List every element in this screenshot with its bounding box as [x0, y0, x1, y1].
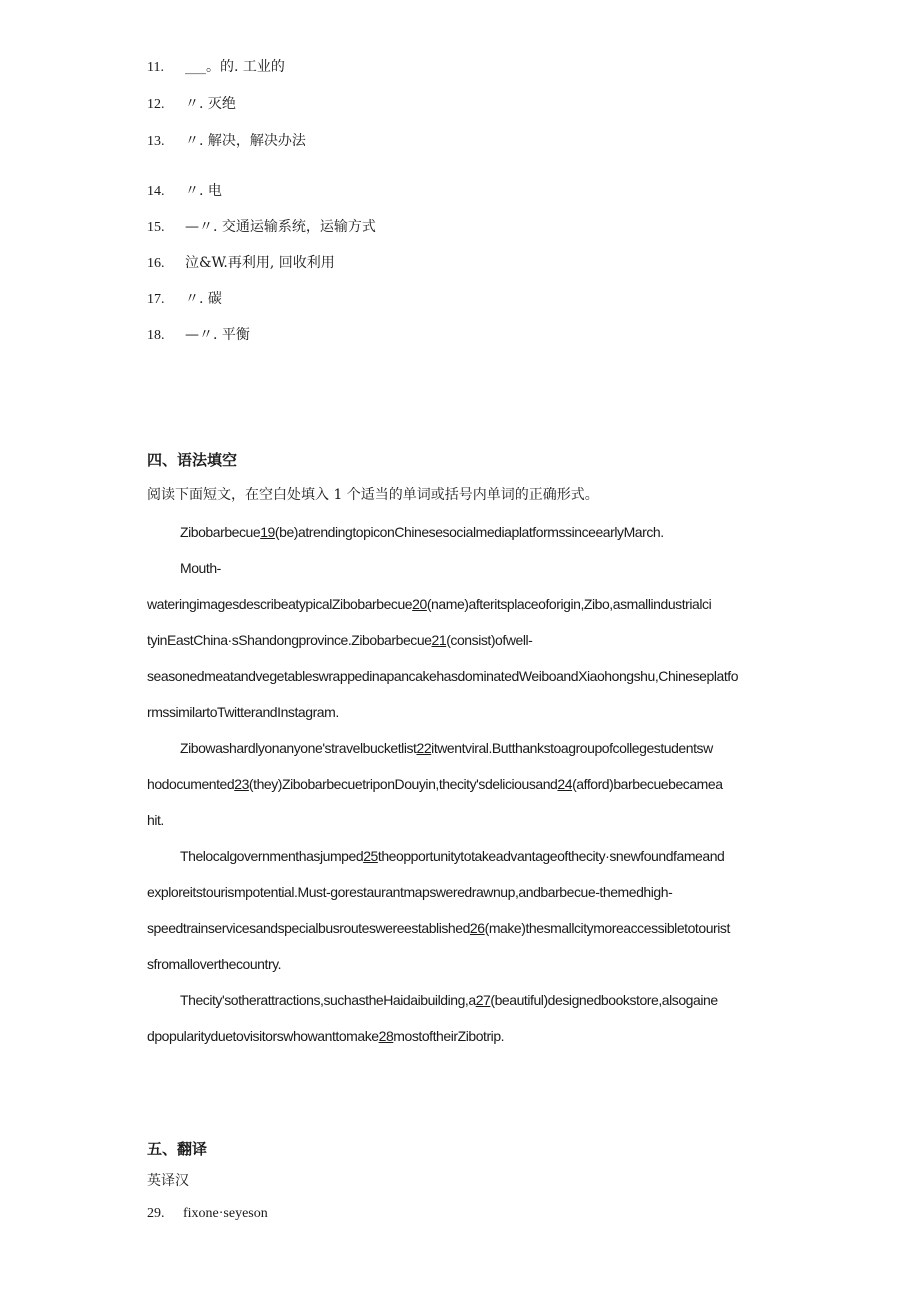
passage-line: Thelocalgovernmenthasjumped25theopportunitytotakeadvantageofthecity·snewfoundfameand	[180, 848, 725, 864]
vocab-number: 17.	[147, 292, 165, 307]
passage-line: sfromalloverthecountry.	[147, 956, 282, 972]
vocab-item-13	[147, 130, 306, 150]
vocab-item-14	[147, 180, 222, 200]
vocab-definition: —〃. 交通运输系统，运输方式	[185, 219, 376, 235]
vocab-number: 14.	[147, 184, 165, 199]
passage-line: Zibowashardlyonanyone'stravelbucketlist22itwentviral.Butthankstoagroupofcollegestudentsw	[180, 740, 713, 756]
vocab-item-16	[147, 252, 335, 272]
passage-line: wateringimagesdescribeatypicalZibobarbecue20(name)afteritsplaceoforigin,Zibo,asmallindustrialci	[147, 596, 712, 612]
vocab-item-18	[147, 324, 250, 344]
vocab-item-15	[147, 216, 376, 236]
passage-line: speedtrainservicesandspecialbusrouteswereestablished26(make)thesmallcitymoreaccessibletotourist	[147, 920, 730, 936]
blank-28[interactable]: 28	[378, 1028, 394, 1044]
passage-line: exploreitstourismpotential.Must-gorestaurantmapsweredrawnup,andbarbecue-themedhigh-	[147, 884, 673, 900]
section-heading-translation: 五、翻译	[147, 1140, 208, 1158]
blank-23[interactable]: 23	[234, 776, 249, 792]
passage-line: Zibobarbecue19(be)atrendingtopiconChinesesocialmediaplatformssinceearlyMarch.	[180, 524, 664, 540]
blank-20[interactable]: 20	[412, 596, 427, 612]
passage-line: Mouth-	[180, 560, 221, 576]
passage-line: rmssimilartoTwitterandInstagram.	[147, 704, 339, 720]
vocab-definition: ___。的. 工业的	[185, 59, 285, 75]
section-subheading: 英译汉	[147, 1173, 189, 1189]
vocab-definition: 泣&W.再利用, 回收利用	[185, 255, 335, 271]
blank-19[interactable]: 19	[260, 524, 275, 540]
vocab-number: 11.	[147, 60, 164, 75]
blank-25[interactable]: 25	[363, 848, 378, 864]
passage-line: tyinEastChina·sShandongprovince.Zibobarbecue21(consist)ofwell-	[147, 632, 533, 648]
item-phrase: fixone·seyeson	[183, 1206, 268, 1221]
vocab-item-12	[147, 93, 236, 113]
passage-line: Thecity'sotherattractions,suchastheHaidaibuilding,a27(beautiful)designedbookstore,alsogaine	[180, 992, 718, 1008]
vocab-number: 18.	[147, 328, 165, 343]
blank-21[interactable]: 21	[431, 632, 447, 648]
passage-line: seasonedmeatandvegetableswrappedinapancakehasdominatedWeiboandXiaohongshu,Chineseplatfo	[147, 668, 739, 684]
section-instruction: 阅读下面短文，在空白处填入 1 个适当的单词或括号内单词的正确形式。	[147, 487, 599, 503]
vocab-definition: 〃. 电	[185, 183, 222, 199]
vocab-item-17	[147, 288, 222, 308]
vocab-definition: 〃. 碳	[185, 291, 222, 307]
blank-24[interactable]: 24	[557, 776, 573, 792]
vocab-number: 16.	[147, 256, 165, 271]
blank-22[interactable]: 22	[416, 740, 432, 756]
translation-item-29	[147, 1206, 268, 1222]
item-number: 29.	[147, 1206, 165, 1221]
vocab-number: 15.	[147, 220, 165, 235]
passage-line: hit.	[147, 812, 164, 828]
passage-line: dpopularityduetovisitorswhowanttomake28mostoftheirZibotrip.	[147, 1028, 505, 1044]
vocab-definition: —〃. 平衡	[185, 327, 250, 343]
vocab-number: 12.	[147, 97, 165, 112]
passage-line: hodocumented23(they)ZibobarbecuetriponDouyin,thecity'sdeliciousand24(afford)barbecuebecamea	[147, 776, 723, 792]
blank-27[interactable]: 27	[475, 992, 491, 1008]
vocab-number: 13.	[147, 134, 165, 149]
vocab-definition: 〃. 解决，解决办法	[185, 133, 306, 149]
vocab-definition: 〃. 灭绝	[185, 96, 236, 112]
blank-26[interactable]: 26	[469, 920, 485, 936]
vocab-item-11	[147, 56, 285, 76]
section-heading-grammar: 四、语法填空	[147, 451, 238, 469]
